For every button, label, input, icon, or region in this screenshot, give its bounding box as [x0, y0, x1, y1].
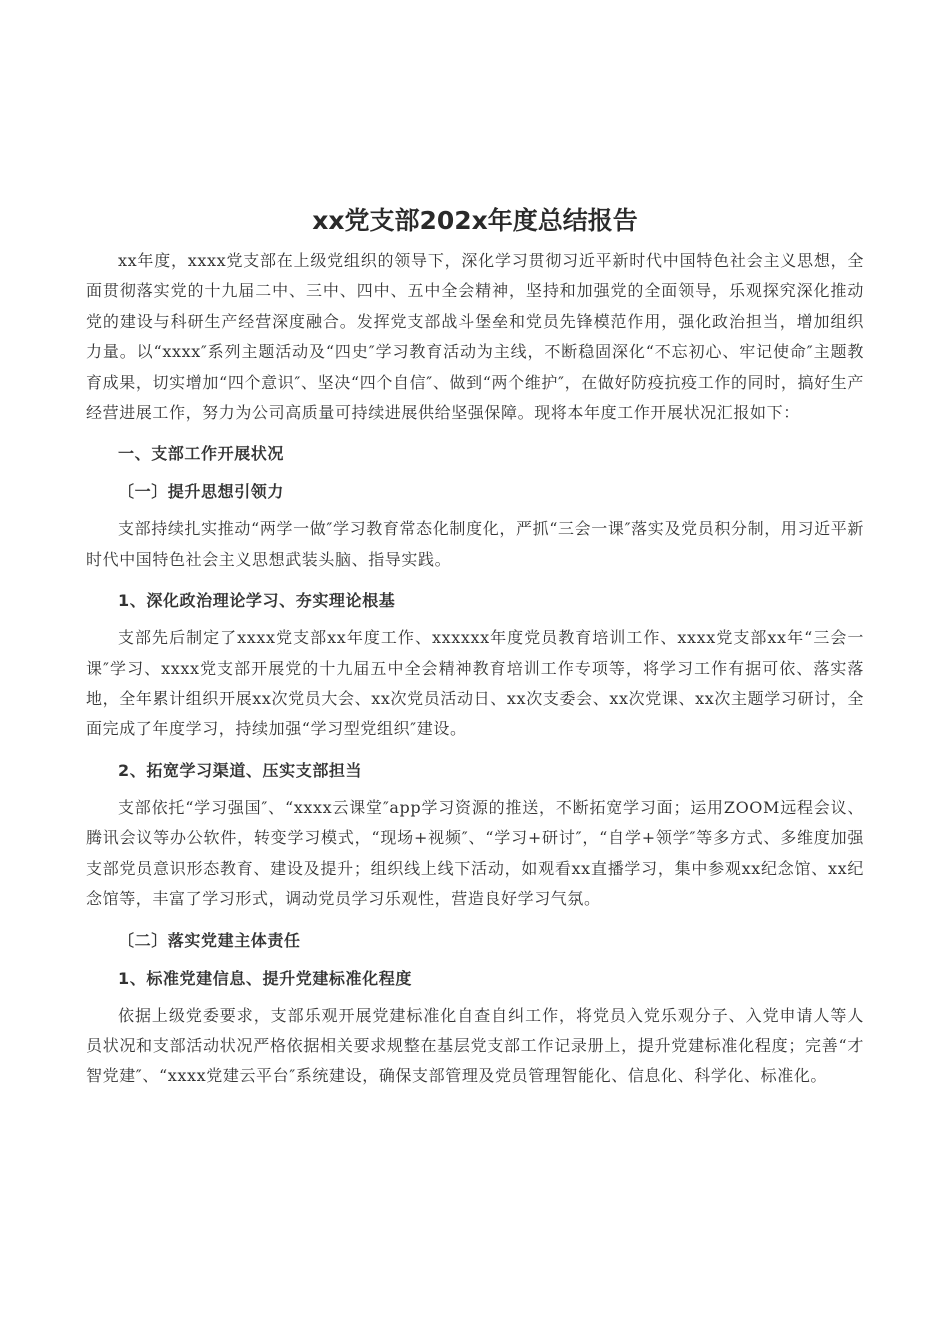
intro-paragraph: xx年度，xxxx党支部在上级党组织的领导下，深化学习贯彻习近平新时代中国特色社会主义思想，全面贯彻落实党的十九届二中、三中、四中、五中全会精神，坚持和加强党的全面领导，乐观探究深化推动党的建设与科研生产经营深度融合。发挥党支部战斗堡垒和党员先锋模范作用，强化政治担当，增加组织力量。以“xxxx″系列主题活动及“四史″学习教育活动为主线，不断稳固深化“不忘初心、牢记使命″主题教育成果，切实增加“四个意识″、坚决“四个自信″、做到“两个维护″，在做好防疫抗疫工作的同时，搞好生产经营进展工作，努力为公司高质量可持续进展供给坚强保障。现将本年度工作开展状况汇报如下： [86, 251, 864, 423]
document-title: xx党支部202x年度总结报告 [312, 206, 638, 235]
subsection-paragraph-1: 支部持续扎实推动“两学一做″学习教育常态化制度化，严抓“三会一课″落实及党员积分制，用习近平新时代中国特色社会主义思想武装头脑、指导实践。 [86, 519, 864, 569]
document-page [86, 200, 864, 1092]
item-heading-3: 1、标准党建信息、提升党建标准化程度 [118, 968, 412, 988]
subsection-heading-1: 〔一〕提升思想引领力 [118, 482, 285, 502]
item-paragraph-1: 支部先后制定了xxxx党支部xx年度工作、xxxxxx年度党员教育培训工作、xxxx党支部xx年“三会一课″学习、xxxx党支部开展党的十九届五中全会精神教育培训工作专项等，将学习工作有据可依、落实落地，全年累计组织开展xx次党员大会、xx次党员活动日、xx次支委会、xx次党课、xx次主题学习研讨，全面完成了年度学习，持续加强“学习型党组织″建设。 [86, 628, 864, 739]
section-heading-1: 一、支部工作开展状况 [118, 444, 285, 464]
item-paragraph-2: 支部依托“学习强国″、“xxxx云课堂″app学习资源的推送，不断拓宽学习面；运用ZOOM远程会议、腾讯会议等办公软件，转变学习模式，“现场+视频″、“学习+研讨″，“自学+领学″等多方式、多维度加强支部党员意识形态教育、建设及提升；组织线上线下活动，如观看xx直播学习，集中参观xx纪念馆、xx纪念馆等，丰富了学习形式，调动党员学习乐观性，营造良好学习气氛。 [86, 797, 864, 909]
item-heading-2: 2、拓宽学习渠道、压实支部担当 [118, 760, 363, 780]
subsection-heading-2: 〔二〕落实党建主体责任 [118, 930, 301, 950]
item-paragraph-3: 依据上级党委要求，支部乐观开展党建标准化自查自纠工作，将党员入党乐观分子、入党申请人等人员状况和支部活动状况严格依据相关要求规整在基层党支部工作记录册上，提升党建标准化程度；完善“才智党建″、“xxxx党建云平台″系统建设，确保支部管理及党员管理智能化、信息化、科学化、标准化。 [86, 1005, 864, 1086]
item-heading-1: 1、深化政治理论学习、夯实理论根基 [118, 591, 396, 611]
